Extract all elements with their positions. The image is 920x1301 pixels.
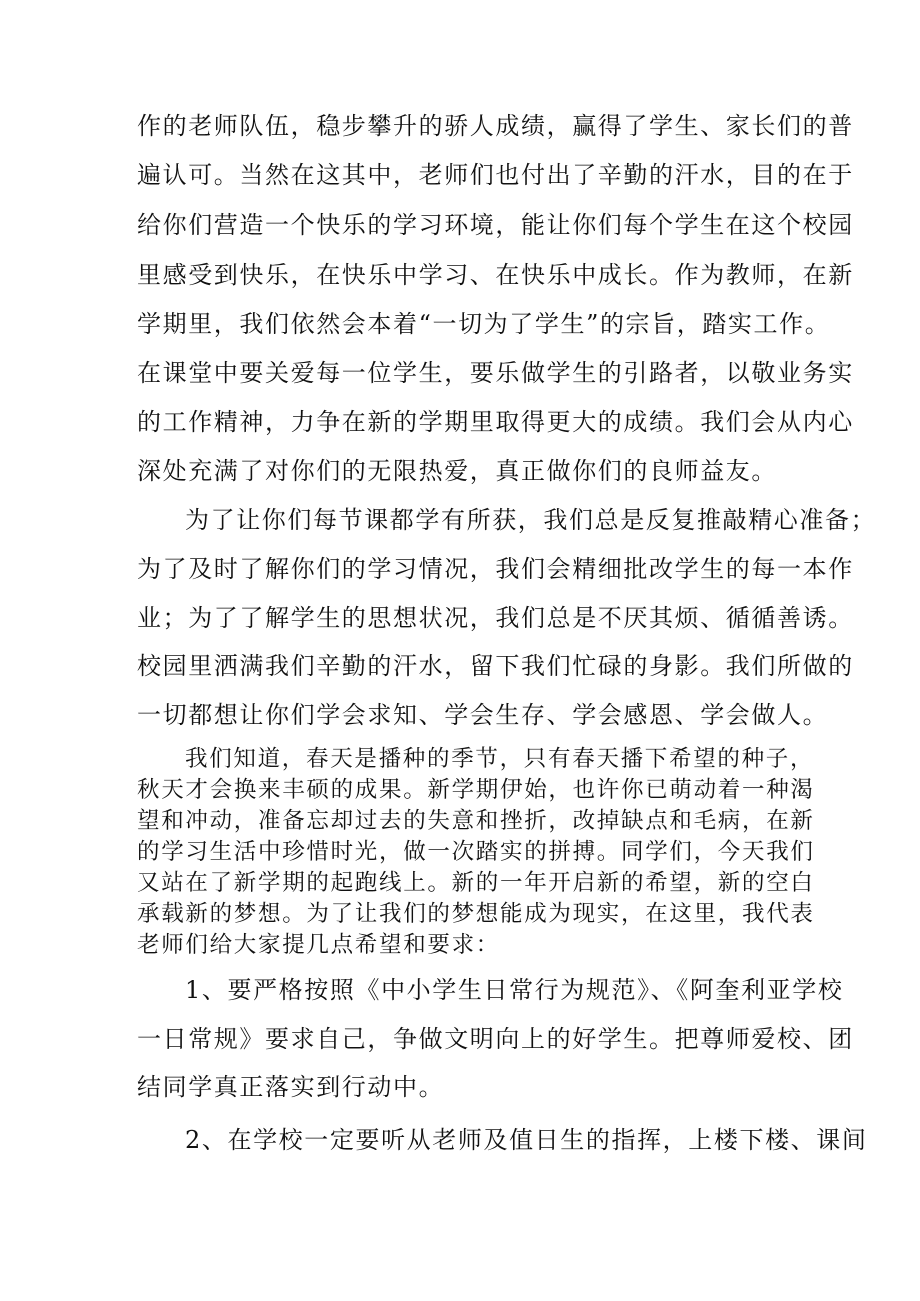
text-line: 承载新的梦想。为了让我们的梦想能成为现实，在这里，我代表 <box>137 901 815 927</box>
text-line: 的学习生活中珍惜时光，做一次踏实的拼搏。同学们，今天我们 <box>137 839 815 865</box>
text-line: 业；为了了解学生的思想状况，我们总是不厌其烦、循循善诱。 <box>137 604 854 632</box>
text-line: 老师们给大家提几点希望和要求： <box>137 932 501 958</box>
text-line: 给你们营造一个快乐的学习环境，能让你们每个学生在这个校园 <box>137 211 854 239</box>
text-line: 深处充满了对你们的无限热爱，真正做你们的良师益友。 <box>137 457 777 485</box>
text-line: 遍认可。当然在这其中，老师们也付出了辛勤的汗水，目的在于 <box>137 161 854 189</box>
text-line: 为了让你们每节课都学有所获，我们总是反复推敲精心准备； <box>185 506 877 534</box>
text-line: 又站在了新学期的起跑线上。新的一年开启新的希望，新的空白 <box>137 870 815 896</box>
text-line: 在课堂中要关爱每一位学生，要乐做学生的引路者，以敬业务实 <box>137 359 854 387</box>
text-line: 的工作精神，力争在新的学期里取得更大的成绩。我们会从内心 <box>137 408 854 436</box>
text-line: 里感受到快乐，在快乐中学习、在快乐中成长。作为教师，在新 <box>137 261 854 289</box>
text-line: 1、要严格按照《中小学生日常行为规范》、《阿奎利亚学校 <box>185 976 844 1004</box>
text-line: 望和冲动，准备忘却过去的失意和挫折，改掉缺点和毛病，在新 <box>137 808 815 834</box>
text-line: 为了及时了解你们的学习情况，我们会精细批改学生的每一本作 <box>137 555 854 583</box>
text-line: 我们知道，春天是播种的季节，只有春天播下希望的种子， <box>185 746 815 772</box>
text-line: 2、在学校一定要听从老师及值日生的指挥，上楼下楼、课间 <box>185 1126 868 1154</box>
text-line: 一切都想让你们学会求知、学会生存、学会感恩、学会做人。 <box>137 701 829 729</box>
text-line: 校园里洒满我们辛勤的汗水，留下我们忙碌的身影。我们所做的 <box>137 652 854 680</box>
text-line: 结同学真正落实到行动中。 <box>137 1073 445 1101</box>
text-line: 一日常规》要求自己，争做文明向上的好学生。把尊师爱校、团 <box>137 1025 854 1053</box>
text-line: 学期里，我们依然会本着“一切为了学生”的宗旨，踏实工作。 <box>137 310 831 338</box>
text-line: 秋天才会换来丰硕的成果。新学期伊始，也许你已萌动着一种渴 <box>137 777 815 803</box>
text-line: 作的老师队伍，稳步攀升的骄人成绩，赢得了学生、家长们的普 <box>137 112 854 140</box>
